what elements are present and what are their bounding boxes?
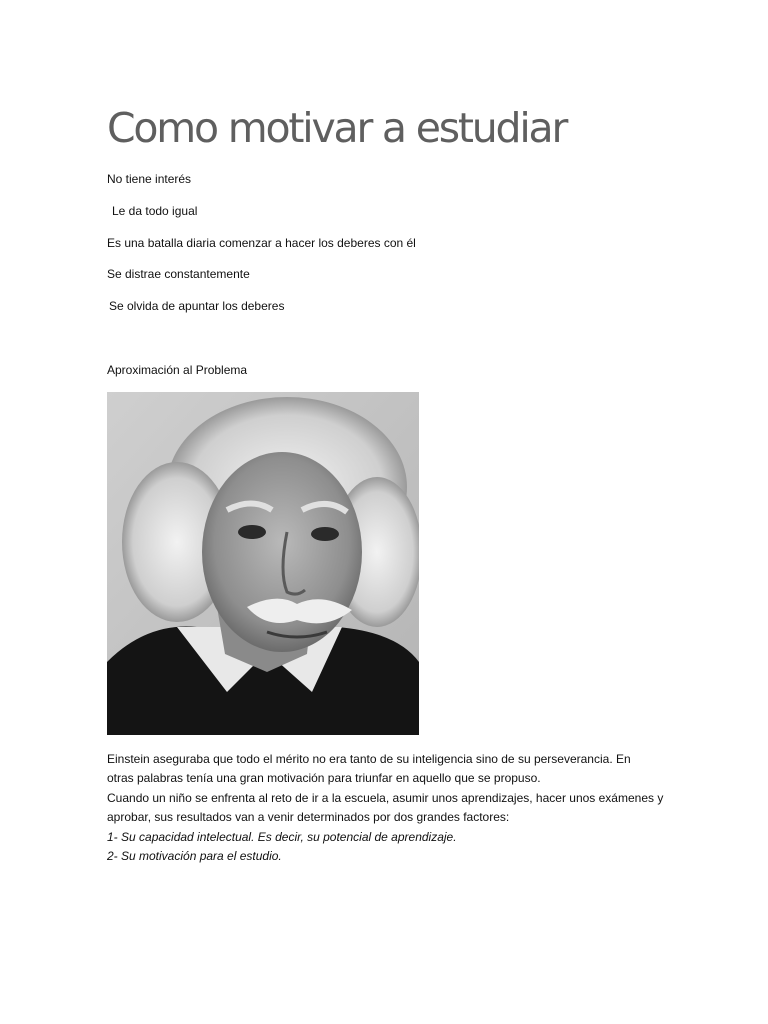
factor-2: 2- Su motivación para el estudio. [107,849,282,864]
bullet-line-5: Se olvida de apuntar los deberes [109,299,285,313]
section-heading: Aproximación al Problema [107,363,248,377]
bullet-line-3: Es una batalla diaria comenzar a hacer los deberes con él [107,236,416,250]
paragraph-line-2: otras palabras tenía una gran motivación para triunfar en aquello que se propuso. [107,771,541,786]
einstein-portrait-image [107,392,419,735]
body-paragraph [107,750,677,866]
document-title: Como motivar a estudiar [107,104,567,152]
paragraph-line-4: aprobar, sus resultados van a venir determinados por dos grandes factores: [107,810,510,825]
bullet-line-4: Se distrae constantemente [107,267,250,281]
paragraph-line-1: Einstein aseguraba que todo el mérito no era tanto de su inteligencia sino de su perseverancia. En [107,752,631,766]
factor-1: 1- Su capacidad intelectual. Es decir, su potencial de aprendizaje. [107,829,457,844]
bullet-line-1: No tiene interés [107,172,192,186]
bullet-line-2: Le da todo igual [112,204,198,218]
paragraph-line-3: Cuando un niño se enfrenta al reto de ir a la escuela, asumir unos aprendizajes, hacer unos exámenes y [107,790,664,805]
